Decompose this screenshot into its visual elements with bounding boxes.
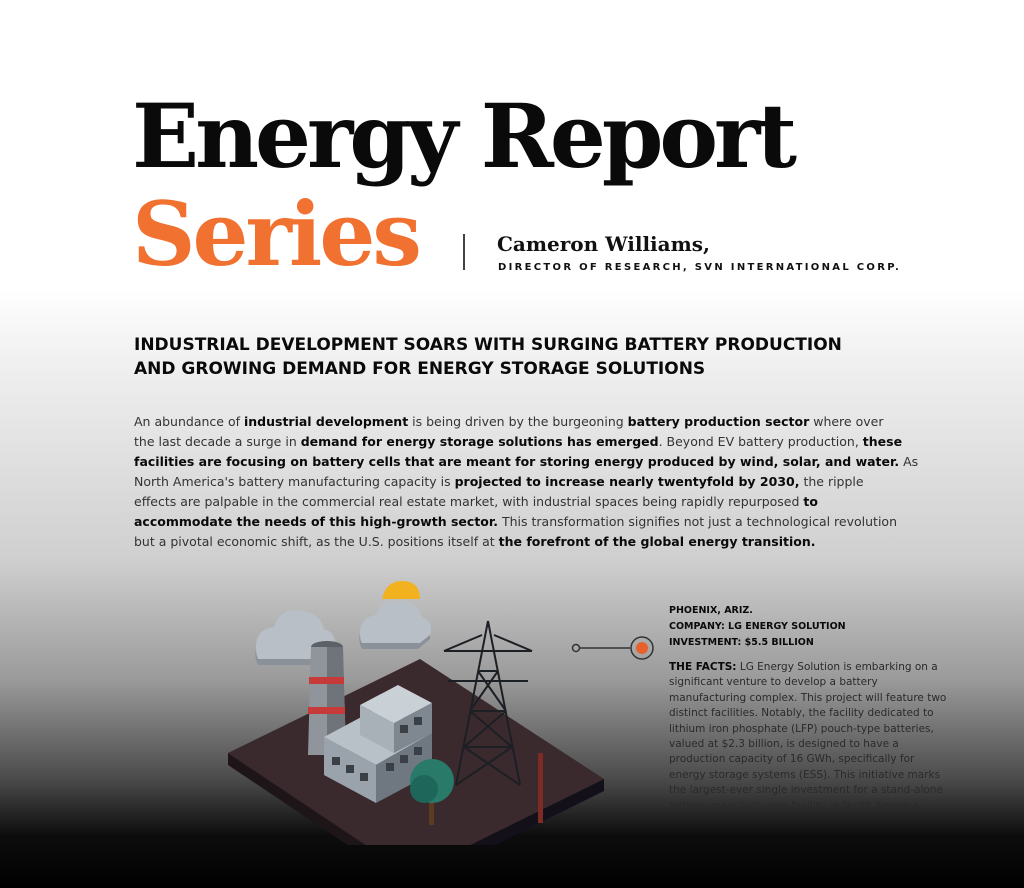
body-bold: battery production sector: [627, 414, 810, 429]
headline-line1: INDUSTRIAL DEVELOPMENT SOARS WITH SURGING BATTERY PRODUCTION: [134, 335, 842, 355]
facts-line: battery manufacturing facility in North America.: [669, 799, 922, 812]
facts-company: COMPANY: LG ENERGY SOLUTION: [669, 621, 846, 632]
body-line: [134, 432, 909, 452]
facts-text: LG Energy Solution is embarking on a: [736, 661, 938, 673]
body-bold: accommodate the needs of this high-growth sector.: [134, 514, 499, 529]
body-bold: industrial development: [243, 414, 409, 429]
body-line: [134, 532, 909, 552]
body-text: the ripple: [799, 474, 864, 489]
body-bold: facilities are focusing on battery cells that are meant for storing energy produced by wind, solar, and water.: [134, 454, 900, 469]
body-bold: projected to increase nearly twentyfold by 2030,: [454, 474, 800, 489]
report-title-line2: Series: [132, 182, 419, 286]
facts-header: [669, 603, 846, 651]
title-divider: [463, 234, 465, 270]
sun-icon: [382, 581, 420, 599]
body-text: An abundance of: [134, 414, 244, 429]
body-line: [134, 472, 909, 492]
facts-line: [669, 660, 969, 675]
facts-label: THE FACTS:: [669, 661, 737, 673]
body-text: is being driven by the burgeoning: [408, 414, 628, 429]
facts-line: significant venture to develop a battery: [669, 676, 878, 689]
body-bold: the forefront of the global energy transition.: [498, 534, 816, 549]
article-body: [134, 412, 919, 552]
body-text: the last decade a surge in: [134, 434, 301, 449]
body-text: As: [899, 454, 919, 469]
facts-investment: INVESTMENT: $5.5 BILLION: [669, 637, 814, 648]
body-text: but a pivotal economic shift, as the U.S. positions itself at: [134, 534, 499, 549]
body-text: . Beyond EV battery production,: [658, 434, 863, 449]
body-bold: these: [862, 434, 903, 449]
body-bold: to: [803, 494, 818, 509]
facts-line: energy storage systems (ESS). This initiative marks: [669, 768, 941, 781]
facts-line: valued at $2.3 billion, is designed to have a: [669, 738, 899, 751]
facts-body: [669, 660, 969, 814]
facts-location: PHOENIX, ARIZ.: [669, 605, 753, 616]
body-line: [134, 492, 909, 512]
body-bold: demand for energy storage solutions has emerged: [300, 434, 659, 449]
facts-line: the largest-ever single investment for a stand-alone: [669, 784, 943, 797]
author-role: DIRECTOR OF RESEARCH, SVN INTERNATIONAL CORP.: [498, 262, 902, 273]
facts-line: manufacturing complex. This project will feature two: [669, 691, 947, 704]
article-headline: [134, 333, 904, 381]
report-title-line1: Energy Report: [132, 84, 794, 188]
facts-line: lithium iron phosphate (LFP) pouch-type batteries,: [669, 722, 934, 735]
body-line: [134, 512, 909, 532]
body-line: [134, 412, 909, 432]
author-name: Cameron Williams,: [497, 232, 710, 256]
body-text: This transformation signifies not just a technological revolution: [498, 514, 897, 529]
body-text: where over: [809, 414, 884, 429]
cloud-right-icon: [359, 600, 431, 649]
body-text: effects are palpable in the commercial real estate market, with industrial spaces being rapidly repurposed: [134, 494, 804, 509]
platform-pipe: [538, 753, 543, 823]
body-text: North America's battery manufacturing capacity is: [134, 474, 455, 489]
body-line: [134, 452, 919, 472]
headline-line2: AND GROWING DEMAND FOR ENERGY STORAGE SOLUTIONS: [134, 359, 706, 379]
facts-line: distinct facilities. Notably, the facility dedicated to: [669, 707, 934, 720]
callout-connector: [570, 634, 656, 662]
industrial-illustration: [220, 575, 620, 845]
facts-line: production capacity of 16 GWh, specifically for: [669, 753, 915, 766]
